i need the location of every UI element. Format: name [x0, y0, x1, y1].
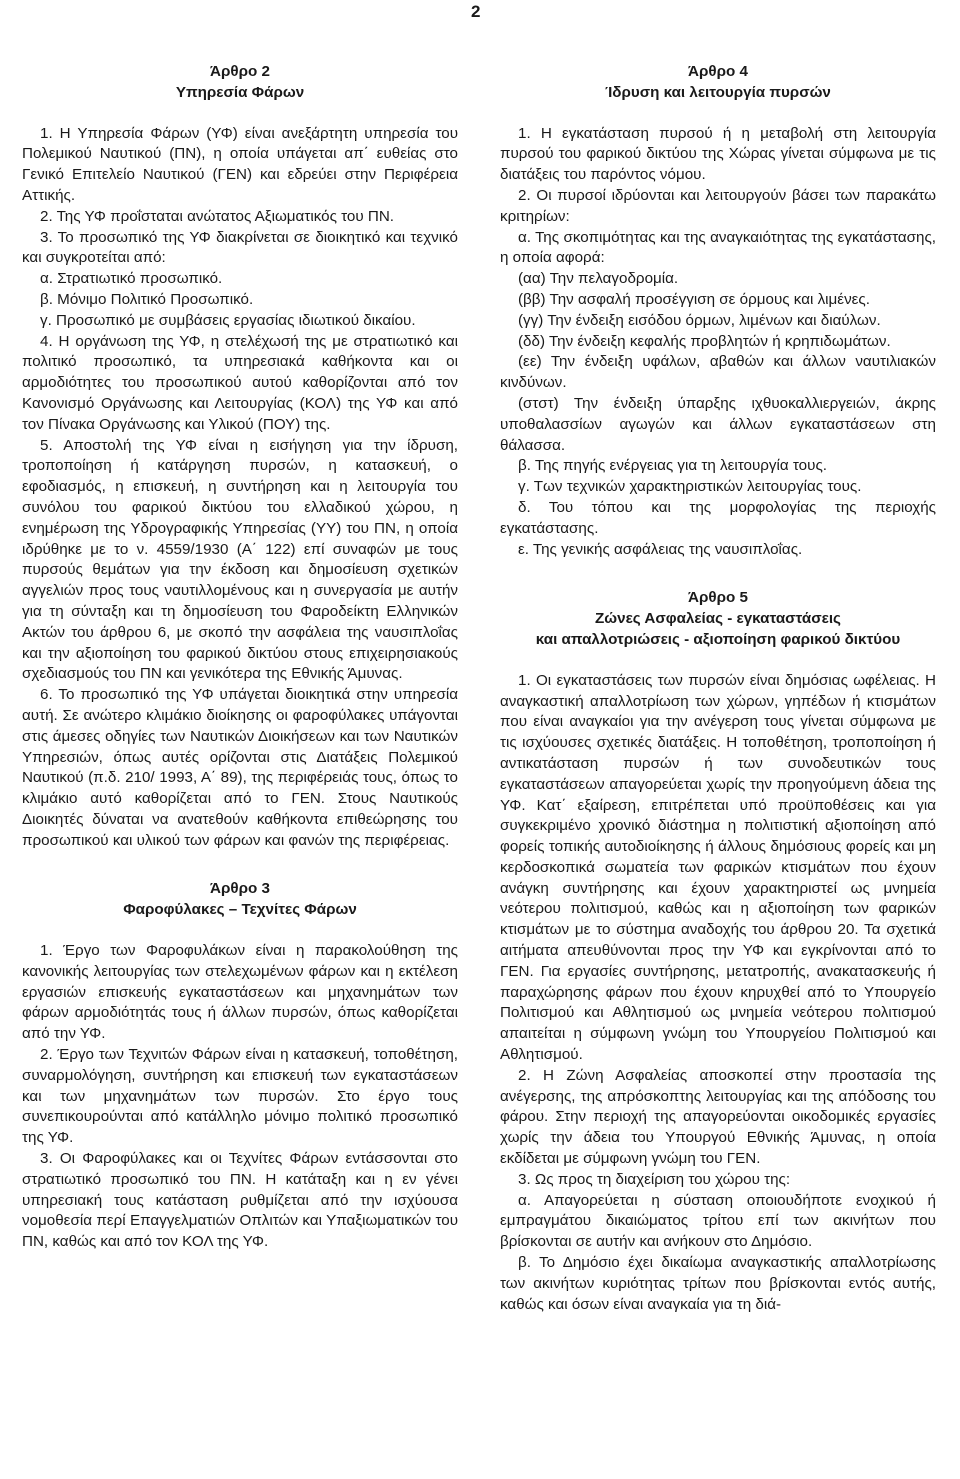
- article-5-title: Άρθρο 5: [688, 589, 748, 607]
- article-4-paragraph: (στστ) Την ένδειξη ύπαρξης ιχθυοκαλλιεργειών, άκρης υποθαλασσίων αγωγών και άλλων εγκαταστάσεων στη θάλασσα.: [500, 394, 936, 454]
- article-2-paragraph: α. Στρατιωτικό προσωπικό.: [40, 270, 223, 288]
- article-4-paragraph: ε. Της γενικής ασφάλειας της ναυσιπλοΐας.: [518, 540, 803, 558]
- article-2-subtitle: Υπηρεσία Φάρων: [175, 83, 305, 101]
- article-5-paragraph: 1. Οι εγκαταστάσεις των πυρσών είναι δημόσιας ωφέλειας. Η αναγκαστική απαλλοτρίωση των χώρων, γηπέδων ή κτισμάτων που είναι αναγκαίοι για την ανέγερση τους γίνεται σύμφωνα με τις ισχύουσες σχετικές διατάξεις. Η τοποθέτηση, τροποποίηση ή αντικατάσταση πυρσών ή των συνοδευτικών τους εγκαταστάσεων απαγορεύεται χωρίς την προηγούμενη άδεια της ΥΦ. Κατ΄ εξαίρεση, επιτρέπεται υπό προϋποθέσεις και για συγκεκριμένο χρονικό διάστημα η πολιτιστική αξιοποίηση από φορείς τοπικής αυτοδιοίκησης ή άλλους δημόσιους φορείς και μη κερδοσκοπικά σωματεία των φαρικών κτισμάτων που έχουν ανάγκη συντήρησης και έχουν χαρακτηριστεί ως μνημεία νεότερου πολιτισμού, καθώς και η αξιοποίηση των φαρικών κτισμάτων με το σύστημα αναδοχής του άρθρου 20. Τα σχετικά αιτήματα απευθύνονται προς την ΥΦ και εγκρίνονται από το ΓΕΝ. Για εργασίες συντήρησης, μετατροπής, ανακατασκευής ή παραχώρησης φάρων που έχουν κηρυχθεί από το Υπουργείο Πολιτισμού και Αθλητισμού ως μνημεία νεότερου πολιτισμού απαιτείται η σύμφωνη γνώμη του Υπουργείου Πολιτισμού και Αθλητισμού.: [500, 671, 936, 1064]
- article-4-title: Άρθρο 4: [688, 63, 748, 80]
- article-5-paragraph: 2. Η Ζώνη Ασφαλείας αποσκοπεί στην προστασία της ανέγερσης, της απρόσκοπτης λειτουργίας και της απόδοσης του φάρου. Στην περιοχή της απαγορεύονται οικοδομικές εργασίες χωρίς την άδεια του Υπουργού Εθνικής Άμυνας, η οποία εκδίδεται με σύμφωνη γνώμη του ΓΕΝ.: [500, 1066, 936, 1168]
- page-number: 2: [471, 2, 481, 21]
- article-4-paragraph: (ββ) Την ασφαλή προσέγγιση σε όρμους και λιμένες.: [518, 290, 870, 308]
- article-4-paragraph: 2. Οι πυρσοί ιδρύονται και λειτουργούν βάσει των παρακάτω κριτηρίων:: [500, 186, 936, 225]
- article-3-subtitle: Φαροφύλακες – Τεχνίτες Φάρων: [123, 901, 357, 919]
- article-4-paragraph: (εε) Την ένδειξη υφάλων, αβαθών και άλλων ναυτιλιακών κινδύνων.: [500, 353, 936, 392]
- article-2-paragraph: 2. Της ΥΦ προΐσταται ανώτατος Αξιωματικός του ΠΝ.: [40, 207, 395, 225]
- article-2-paragraph: β. Μόνιμο Πολιτικό Προσωπικό.: [40, 290, 254, 308]
- article-3-title: Άρθρο 3: [210, 880, 270, 898]
- article-2-paragraph: 5. Αποστολή της ΥΦ είναι η εισήγηση για την ίδρυση, τροποποίηση ή κατάργηση πυρσών, η κατασκευή, ο εφοδιασμός, η επισκευή, η συντήρηση και η λειτουργία του συνόλου του φαρικού δικτύου του ελλαδικού χώρου, η ενημέρωση της Υδρογραφικής Υπηρεσίας (ΥΥ) του ΠΝ, η οποία ιδρύθηκε με το ν. 4559/1930 (Α΄ 122) επί συναφών με τους πυρσούς θεμάτων για την έκδοση και δημοσίευση σχετικών αγγελιών προς τους ναυτιλλομένους και η συνεργασία με αυτήν για τη σύνταξη και τη δημοσίευση του Φαροδείκτη Ελληνικών Ακτών του άρθρου 6, με σκοπό την ασφάλεια της ναυσιπλοΐας και την αξιοποίηση του φαρικού δικτύου στους επιχειρησιακούς σχεδιασμούς του ΠΝ και γενικότερα της Εθνικής Άμυνας.: [22, 436, 458, 683]
- article-2-paragraph: 3. Το προσωπικό της ΥΦ διακρίνεται σε διοικητικό και τεχνικό και συγκροτείται από:: [22, 228, 458, 267]
- article-3-paragraph: 3. Οι Φαροφύλακες και οι Τεχνίτες Φάρων εντάσσονται στο στρατιωτικό προσωπικό του ΠΝ. Η κατάταξη και η εν γένει υπηρεσιακή τους κατάσταση ρυθμίζεται από την ισχύουσα νομοθεσία περί Επαγγελματιών Οπλιτών και Υπαξιωματικών του ΠΝ, καθώς και από τον ΚΟΛ της ΥΦ.: [22, 1150, 458, 1251]
- article-4-paragraph: (δδ) Την ένδειξη κεφαλής προβλητών ή κρηπιδωμάτων.: [518, 332, 891, 350]
- article-2-paragraph: 6. Το προσωπικό της ΥΦ υπάγεται διοικητικά στην υπηρεσία αυτή. Σε ανώτερο κλιμάκιο διοίκησης οι φαροφύλακες υπάγονται στις άμεσες οδηγίες των Ναυτικών Διοικήσεων και των Ναυτικών Υπηρεσιών, όπως αυτές ορίζονται στις Διατάξεις Πολεμικού Ναυτικού (π.δ. 210/ 1993, Α΄ 89), της περιφέρειάς τους, όπως το κλιμάκιο αυτό καθορίζεται από το ΓΕΝ. Στους Ναυτικούς Διοικητές δύναται να ανατεθούν καθήκοντα επιθεώρησης του προσωπικού και υλικού των φάρων και φανών της περιφέρειας.: [22, 686, 458, 849]
- article-2-paragraph: 4. Η οργάνωση της ΥΦ, η στελέχωσή της με στρατιωτικό και πολιτικό προσωπικό, τα υπηρεσιακά καθήκοντα και οι αρμοδιότητες του προσωπικού αυτού καθορίζονται από τον Κανονισμό Οργάνωσης και Λειτουργίας (ΚΟΛ) της ΥΦ και από τον Πίνακα Οργάνωσης και Υλικού (ΠΟΥ) της.: [22, 332, 458, 433]
- article-5-paragraph: 3. Ως προς τη διαχείριση του χώρου της:: [518, 1170, 791, 1188]
- article-4-paragraph: β. Της πηγής ενέργειας για τη λειτουργία τους.: [518, 457, 827, 475]
- left-column: [22, 62, 458, 1253]
- article-3-paragraph: 1. Έργο των Φαροφυλάκων είναι η παρακολούθηση της κανονικής λειτουργίας των στελεχωμένων φάρων και η εκτέλεση εργασιών επισκευής εγκαταστάσεων και μηχανημάτων των φάρων αρμοδιότητάς τους ή άλλων πυρσών, όπως καθορίζεται από την ΥΦ.: [22, 942, 458, 1043]
- article-5-paragraph: α. Απαγορεύεται η σύσταση οποιουδήποτε ενοχικού ή εμπραγμάτου δικαιώματος τρίτου επί των ακινήτων που βρίσκονται σε αυτήν και ανήκουν στο Δημόσιο.: [500, 1191, 936, 1251]
- right-column: [500, 62, 936, 1315]
- article-4-paragraph: (αα) Την πελαγοδρομία.: [518, 270, 679, 288]
- article-4-paragraph: 1. Η εγκατάσταση πυρσού ή η μεταβολή στη λειτουργία πυρσού του φαρικού δικτύου της Χώρας γίνεται σύμφωνα με τις διατάξεις του παρόντος νόμου.: [500, 124, 936, 184]
- article-3-paragraph: 2. Έργο των Τεχνιτών Φάρων είναι η κατασκευή, τοποθέτηση, συναρμολόγηση, συντήρηση και επισκευή των εγκαταστάσεων και των μηχανημάτων των πυρσών. Στο έργο τους συνεπικουρούνται από κατάλληλο μόνιμο πολιτικό προσωπικό της ΥΦ.: [22, 1046, 458, 1147]
- article-5-subtitle-line-1: Ζώνες Ασφαλείας - εγκαταστάσεις: [595, 610, 841, 628]
- article-5-paragraph: β. Το Δημόσιο έχει δικαίωμα αναγκαστικής απαλλοτρίωσης των ακινήτων κυριότητας τρίτων που βρίσκονται εντός αυτής, καθώς και όσων είναι αναγκαία για τη διά-: [500, 1254, 936, 1313]
- article-2-paragraph: 1. Η Υπηρεσία Φάρων (ΥΦ) είναι ανεξάρτητη υπηρεσία του Πολεμικού Ναυτικού (ΠΝ), η οποία υπάγεται απ΄ ευθείας στο Γενικό Επιτελείο Ναυτικού (ΓΕΝ) και εδρεύει στην Περιφέρεια Αττικής.: [22, 124, 458, 204]
- article-2-title: Άρθρο 2: [210, 63, 270, 80]
- article-4-paragraph: α. Της σκοπιμότητας και της αναγκαιότητας της εγκατάστασης, η οποία αφορά:: [500, 228, 936, 267]
- article-4-paragraph: δ. Του τόπου και της μορφολογίας της περιοχής εγκατάστασης.: [500, 498, 936, 537]
- article-5-subtitle-line-2: και απαλλοτριώσεις - αξιοποίηση φαρικού δικτύου: [535, 630, 901, 648]
- article-4-paragraph: γ. Των τεχνικών χαρακτηριστικών λειτουργίας τους.: [518, 478, 862, 496]
- article-4-paragraph: (γγ) Την ένδειξη εισόδου όρμων, λιμένων και διαύλων.: [518, 311, 881, 329]
- article-2-paragraph: γ. Προσωπικό με συμβάσεις εργασίας ιδιωτικού δικαίου.: [40, 311, 416, 329]
- article-4-subtitle: Ίδρυση και λειτουργία πυρσών: [605, 83, 831, 101]
